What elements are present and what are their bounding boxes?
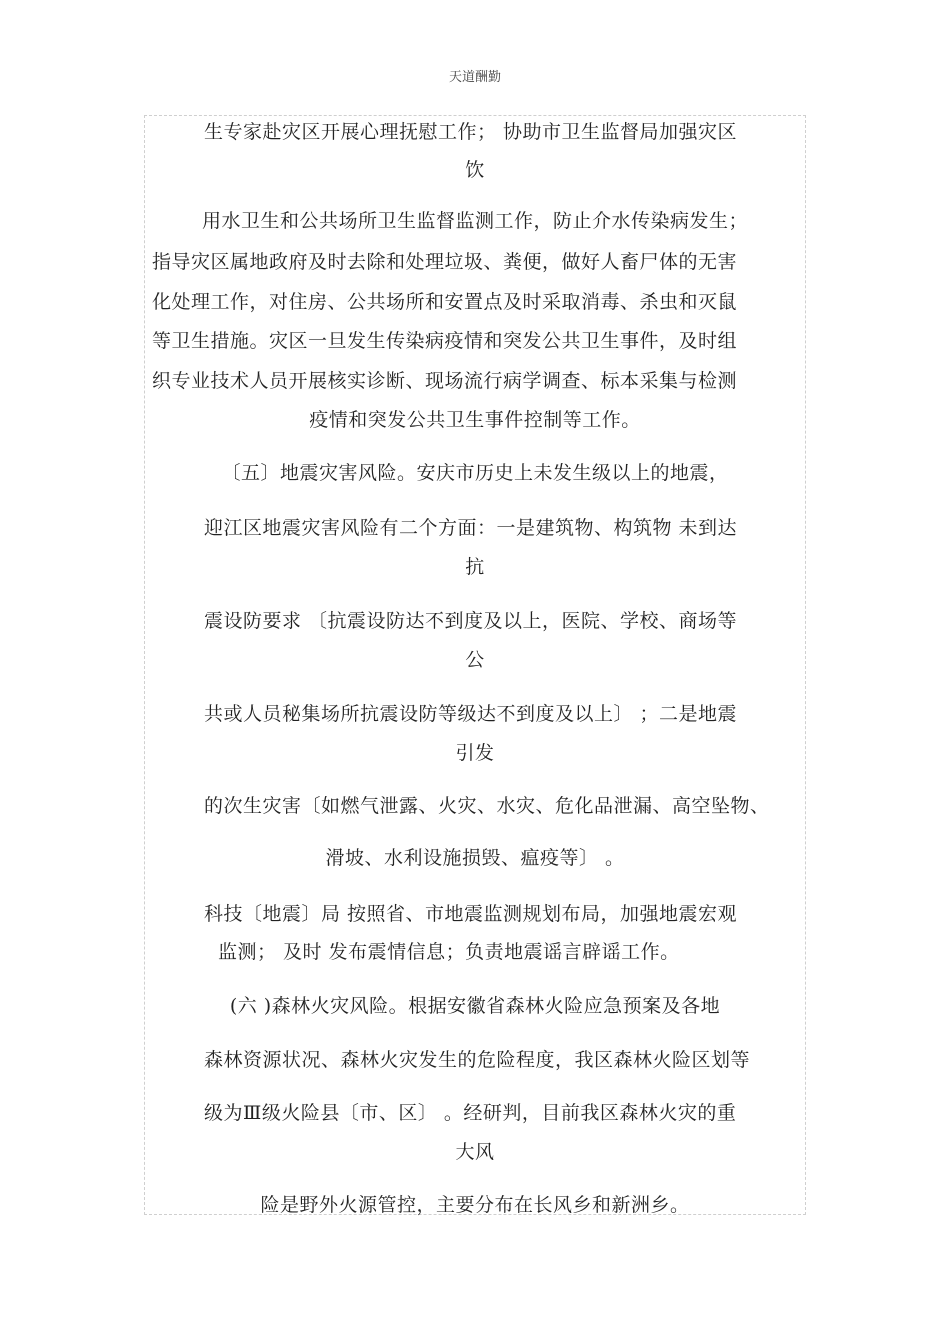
- text-line-3: 用水卫生和公共场所卫生监督监测工作，防止介水传染病发生；: [201, 210, 748, 232]
- text-line-4: 指导灾区属地政府及时去除和处理垃圾、粪便，做好人畜尸体的无害: [152, 251, 738, 273]
- text-line-15: 引发: [455, 742, 495, 764]
- text-line-12: 震设防要求 〔抗震设防达不到度及以上，医院、学校、商场等: [204, 610, 738, 632]
- text-line-11: 抗: [465, 556, 485, 578]
- text-line-9: 〔五〕地震灾害风险。安庆市历史上未发生级以上的地震，: [221, 462, 729, 484]
- text-line-19: 监测； 及时 发布震情信息；负责地震谣言辟谣工作。: [218, 941, 680, 963]
- text-line-24: 险是野外火源管控，主要分布在长风乡和新洲乡。: [260, 1194, 690, 1216]
- text-line-8: 疫情和突发公共卫生事件控制等工作。: [309, 409, 641, 431]
- text-line-13: 公: [465, 649, 485, 671]
- text-line-14: 共或人员秘集场所抗震设防等级达不到度及以上〕 ；二是地震: [204, 703, 738, 725]
- text-line-20: (六 )森林火灾风险。根据安徽省森林火险应急预案及各地: [229, 995, 721, 1017]
- text-line-23: 大风: [455, 1141, 495, 1163]
- text-line-1: 生专家赴灾区开展心理抚慰工作； 协助市卫生监督局加强灾区: [204, 121, 738, 143]
- text-line-10: 迎江区地震灾害风险有二个方面：一是建筑物、构筑物 未到达: [204, 517, 738, 539]
- text-line-16: 的次生灾害〔如燃气泄露、火灾、水灾、危化品泄漏、高空坠物、: [204, 795, 770, 817]
- text-line-21: 森林资源状况、森林火灾发生的危险程度，我区森林火险区划等: [204, 1049, 751, 1071]
- text-line-17: 滑坡、水利设施损毁、瘟疫等〕 。: [325, 847, 625, 869]
- page-header: 天道酬勤: [448, 70, 501, 85]
- text-line-22: 级为Ⅲ级火险县〔市、区〕 。经研判，目前我区森林火灾的重: [204, 1102, 737, 1124]
- text-line-5: 化处理工作，对住房、公共场所和安置点及时采取消毒、杀虫和灭鼠: [152, 291, 738, 313]
- text-line-18: 科技〔地震〕局 按照省、市地震监测规划布局，加强地震宏观: [204, 903, 738, 925]
- text-line-6: 等卫生措施。灾区一旦发生传染病疫情和突发公共卫生事件，及时组: [152, 330, 738, 352]
- text-line-2: 饮: [465, 159, 485, 181]
- text-line-7: 织专业技术人员开展核实诊断、现场流行病学调查、标本采集与检测: [152, 370, 738, 392]
